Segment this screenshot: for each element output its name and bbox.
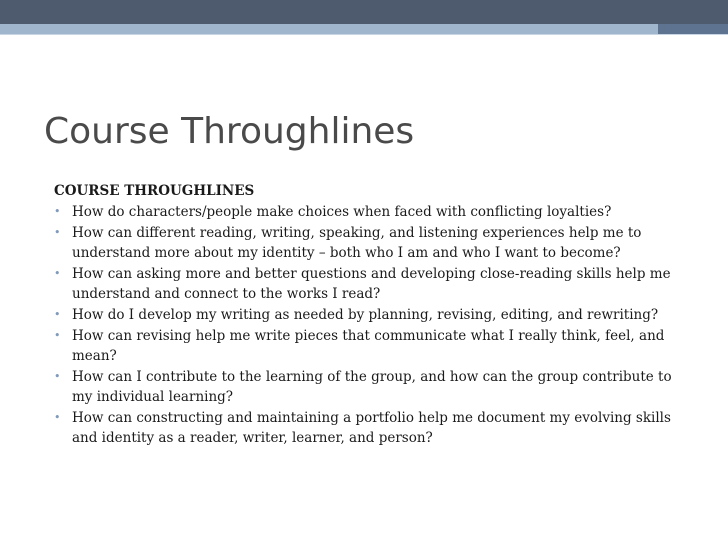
list-item-text: How can constructing and maintaining a portfolio help me document my evolving skills and identity as a reader, writer, learner, and person? — [72, 410, 671, 446]
top-divider-line — [0, 34, 728, 35]
list-item-text: How can I contribute to the learning of the group, and how can the group contribute to my individual learning? — [72, 369, 672, 405]
section-heading: COURSE THROUGHLINES — [54, 183, 255, 199]
list-item — [54, 264, 694, 304]
list-item-text: How can revising help me write pieces that communicate what I really think, feel, and mean? — [72, 328, 665, 364]
list-item-text: How do characters/people make choices when faced with conflicting loyalties? — [72, 204, 612, 220]
list-item — [54, 408, 694, 448]
bullet-icon: • — [54, 205, 61, 218]
list-item — [54, 326, 694, 366]
bullet-icon: • — [54, 329, 61, 342]
list-item — [54, 305, 694, 325]
list-item — [54, 367, 694, 407]
list-item-text: How can different reading, writing, speaking, and listening experiences help me to understand more about my identity – both who I am and who I want to become? — [72, 225, 642, 261]
top-accent-band-right — [658, 24, 728, 34]
list-item — [54, 202, 694, 222]
top-decor-bar — [0, 0, 728, 24]
top-accent-band — [0, 24, 728, 34]
bullet-icon: • — [54, 370, 61, 383]
bullet-icon: • — [54, 308, 61, 321]
bullet-icon: • — [54, 411, 61, 424]
slide-title: Course Throughlines — [44, 111, 415, 152]
list-item-text: How do I develop my writing as needed by planning, revising, editing, and rewriting? — [72, 307, 659, 323]
list-item-text: How can asking more and better questions and developing close-reading skills help me understand and connect to the works I read? — [72, 266, 671, 302]
bullet-icon: • — [54, 267, 61, 280]
bullet-icon: • — [54, 226, 61, 239]
list-item — [54, 223, 694, 263]
slide-content — [54, 181, 694, 448]
throughlines-list — [54, 202, 694, 448]
